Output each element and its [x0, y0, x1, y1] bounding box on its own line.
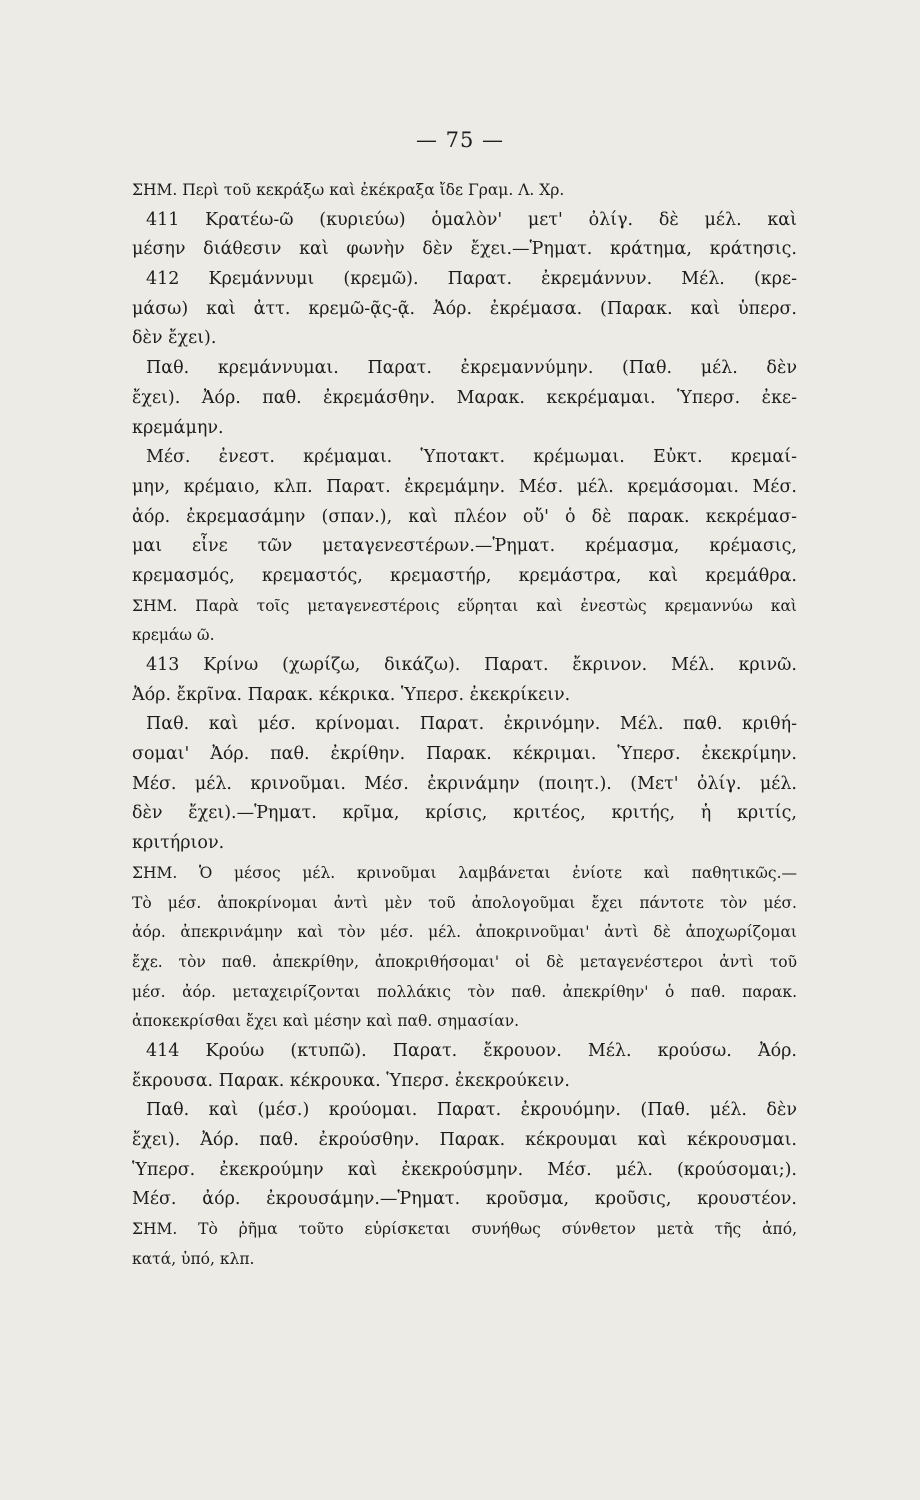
text-line: μην, κρέμαιο, κλπ. Παρατ. ἐκρεμάμην. Μέσ. μέλ. κρεμάσομαι. Μέσ.	[132, 476, 797, 497]
text-line: Ἀόρ. ἔκρῖνα. Παρακ. κέκρικα. Ὑπερσ. ἐκεκρίκειν.	[132, 684, 571, 705]
text-line: Μέσ. μέλ. κρινοῦμαι. Μέσ. ἐκρινάμην (ποιητ.). (Μετ' ὀλίγ. μέλ.	[132, 773, 797, 794]
text-line: Τὸ μέσ. ἀποκρίνομαι ἀντὶ μὲν τοῦ ἀπολογοῦμαι ἔχει πάντοτε τὸν μέσ.	[132, 893, 797, 912]
page-number: — 75 —	[415, 128, 505, 152]
page-body	[132, 176, 797, 1274]
text-line: κρεμασμός, κρεμαστός, κρεμαστήρ, κρεμάστρα, καὶ κρεμάθρα.	[132, 565, 797, 586]
text-line: Ὑπερσ. ἐκεκρούμην καὶ ἐκεκρούσμην. Μέσ. μέλ. (κρούσομαι;).	[132, 1159, 797, 1180]
text-line: Μέσ. ἐνεστ. κρέμαμαι. Ὑποτακτ. κρέμωμαι. Εὐκτ. κρεμαί-	[146, 447, 797, 468]
text-line: ἀόρ. ἐκρεμασάμην (σπαν.), καὶ πλέον οὔ' ὁ δὲ παρακ. κεκρέμασ-	[132, 506, 797, 527]
text-line: ΣΗΜ. Τὸ ῥῆμα τοῦτο εὑρίσκεται συνήθως σύνθετον μετὰ τῆς ἀπό,	[132, 1220, 797, 1239]
text-line: σομαι' Ἀόρ. παθ. ἐκρίθην. Παρακ. κέκριμαι. Ὑπερσ. ἐκεκρίμην.	[132, 744, 797, 765]
text-line: δὲν ἔχει).—Ῥηματ. κρῖμα, κρίσις, κριτέος, κριτής, ἡ κριτίς,	[132, 803, 797, 824]
text-line: μαι εἶνε τῶν μεταγενεστέρων.—Ῥηματ. κρέμασμα, κρέμασις,	[132, 536, 797, 557]
text-line: 411 Κρατέω-ῶ (κυριεύω) ὁμαλὸν' μετ' ὀλίγ. δὲ μέλ. καὶ	[146, 209, 797, 230]
text-line: ἔχε. τὸν παθ. ἀπεκρίθην, ἀποκριθήσομαι' οἱ δὲ μεταγενέστεροι ἀντὶ τοῦ	[132, 952, 797, 971]
text-line: 414 Κρούω (κτυπῶ). Παρατ. ἔκρουον. Μέλ. κρούσω. Ἀόρ.	[146, 1040, 797, 1061]
text-line: 412 Κρεμάννυμι (κρεμῶ). Παρατ. ἐκρεμάννυν. Μέλ. (κρε-	[146, 269, 797, 290]
text-line: ἔκρουσα. Παρακ. κέκρουκα. Ὑπερσ. ἐκεκρούκειν.	[132, 1070, 570, 1091]
text-line: Παθ. κρεμάννυμαι. Παρατ. ἐκρεμαννύμην. (Παθ. μέλ. δὲν	[146, 358, 797, 379]
text-line: Παθ. καὶ (μέσ.) κρούομαι. Παρατ. ἐκρουόμην. (Παθ. μέλ. δὲν	[146, 1100, 797, 1121]
text-line: κατά, ὑπό, κλπ.	[132, 1249, 255, 1268]
text-line: ἔχει). Ἀόρ. παθ. ἐκρούσθην. Παρακ. κέκρουμαι καὶ κέκρουσμαι.	[132, 1130, 797, 1150]
text-line: μέσ. ἀόρ. μεταχειρίζονται πολλάκις τὸν παθ. ἀπεκρίθην' ὁ παθ. παρακ.	[132, 982, 797, 1001]
text-line: κρεμάω ῶ.	[132, 626, 215, 645]
text-line: ΣΗΜ. Ὁ μέσος μέλ. κρινοῦμαι λαμβάνεται ἐνίοτε καὶ παθητικῶς.—	[132, 863, 797, 882]
text-line: ΣΗΜ. Παρὰ τοῖς μεταγενεστέροις εὕρηται καὶ ἐνεστὼς κρεμαννύω καὶ	[132, 596, 797, 615]
text-line: 413 Κρίνω (χωρίζω, δικάζω). Παρατ. ἔκρινον. Μέλ. κρινῶ.	[146, 655, 797, 675]
text-line: ἀποκεκρίσθαι ἔχει καὶ μέσην καὶ παθ. σημασίαν.	[132, 1012, 520, 1031]
text-line: μέσην διάθεσιν καὶ φωνὴν δὲν ἔχει.—Ῥηματ. κράτημα, κράτησις.	[132, 239, 797, 260]
text-line: δὲν ἔχει).	[132, 328, 217, 349]
text-line: κριτήριον.	[132, 833, 225, 854]
text-line: Παθ. καὶ μέσ. κρίνομαι. Παρατ. ἐκρινόμην. Μέλ. παθ. κριθή-	[146, 714, 797, 735]
text-line: ΣΗΜ. Περὶ τοῦ κεκράξω καὶ ἐκέκραξα ἴδε Γραμ. Λ. Χρ.	[132, 181, 565, 199]
text-line: ἀόρ. ἀπεκρινάμην καὶ τὸν μέσ. μέλ. ἀποκρινοῦμαι' ἀντὶ δὲ ἀποχωρίζομαι	[132, 923, 797, 942]
text-line: μάσω) καὶ ἀττ. κρεμῶ-ᾷς-ᾷ. Ἀόρ. ἐκρέμασα. (Παρακ. καὶ ὑπερσ.	[132, 298, 797, 319]
text-line: ἔχει). Ἀόρ. παθ. ἐκρεμάσθην. Μαρακ. κεκρέμαμαι. Ὑπερσ. ἐκε-	[132, 387, 797, 408]
text-line: Μέσ. ἀόρ. ἐκρουσάμην.—Ῥηματ. κροῦσμα, κροῦσις, κρουστέον.	[132, 1189, 797, 1210]
text-line: κρεμάμην.	[132, 417, 224, 438]
